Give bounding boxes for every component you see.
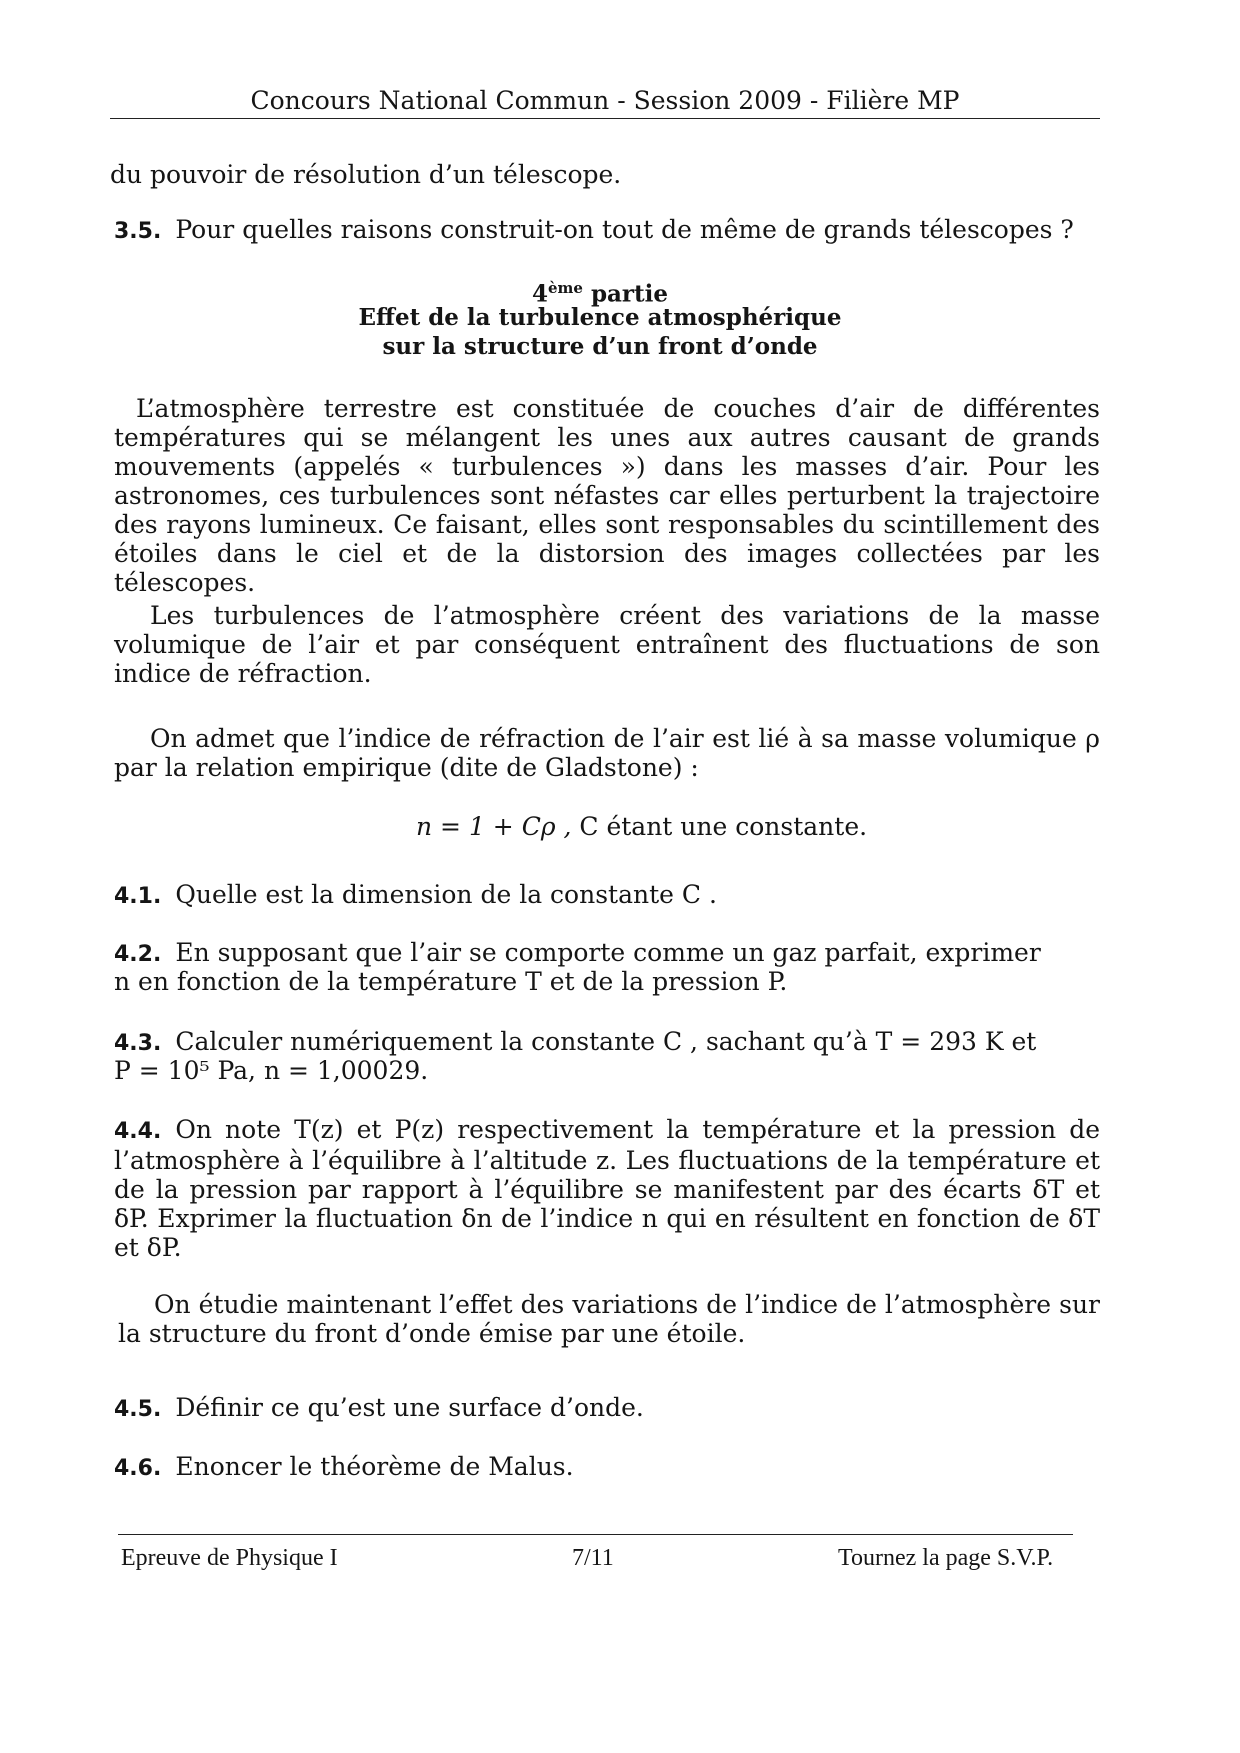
question-number: 4.1.	[114, 884, 162, 909]
question-number: 3.5.	[114, 219, 162, 244]
paragraph-2: Les turbulences de l’atmosphère créent des variations de la masse volumique de l’air et par conséquent entraînent des fluctuations de son indice de réfraction.	[114, 601, 1100, 688]
part-title-line2: sur la structure d’un front d’onde	[382, 333, 818, 360]
question-4-3-line2: P = 10⁵ Pa, n = 1,00029.	[114, 1056, 429, 1085]
question-number: 4.4.	[114, 1119, 162, 1144]
paragraph-4: On étudie maintenant l’effet des variations de l’indice de l’atmosphère sur la structure du front d’onde émise par une étoile.	[118, 1290, 1100, 1348]
footer-page-number: 7/11	[572, 1545, 614, 1571]
continuation-text: du pouvoir de résolution d’un télescope.	[110, 160, 622, 189]
question-text: Définir ce qu’est une surface d’onde.	[175, 1393, 644, 1422]
question-number: 4.5.	[114, 1397, 162, 1422]
question-text: En supposant que l’air se comporte comme un gaz parfait, exprimer	[175, 938, 1041, 967]
question-text: Pour quelles raisons construit-on tout de même de grands télescopes ?	[175, 215, 1074, 244]
question-number: 4.3.	[114, 1031, 162, 1056]
footer-left: Epreuve de Physique I	[121, 1545, 338, 1571]
part-word: partie	[590, 280, 669, 308]
question-text: Quelle est la dimension de la constante C .	[175, 880, 717, 909]
part-title-line1: Effet de la turbulence atmosphérique	[358, 304, 842, 331]
footer-divider	[118, 1534, 1073, 1535]
question-4-2-line2: n en fonction de la température T et de la pression P.	[114, 967, 788, 996]
question-4-3	[114, 1027, 1036, 1058]
page-header: Concours National Commun - Session 2009 - Filière MP	[110, 84, 1100, 119]
part-number: 4	[531, 280, 548, 308]
question-text: Enoncer le théorème de Malus.	[175, 1452, 574, 1481]
question-4-1	[114, 880, 717, 911]
gladstone-equation	[416, 812, 867, 841]
question-4-6	[114, 1452, 574, 1483]
question-4-2	[114, 938, 1041, 969]
question-text: On note T(z) et P(z) respectivement la température et la pression de l’atmosphère à l’équilibre à l’altitude z. Les fluctuations de la température et de la pression par rapport à l’équilibre se manifestent par des écarts δT et δP. Exprimer la fluctuation δn de l’indice n qui en résultent en fonction de δT et δP.	[114, 1115, 1100, 1262]
part-ordinal: ème	[547, 279, 583, 297]
equation-tail: C étant une constante.	[579, 812, 868, 841]
question-4-5	[114, 1393, 644, 1424]
question-text: Calculer numériquement la constante C , sachant qu’à T = 293 K et	[175, 1027, 1037, 1056]
equation-formula: n = 1 + Cρ ,	[416, 812, 572, 841]
question-4-4	[114, 1115, 1100, 1262]
question-number: 4.6.	[114, 1456, 162, 1481]
question-number: 4.2.	[114, 942, 162, 967]
paragraph-1: L’atmosphère terrestre est constituée de couches d’air de différentes températures qui se mélangent les unes aux autres causant de grands mouvements (appelés « turbulences ») dans les masses d’air. Pour les astronomes, ces turbulences sont néfastes car elles perturbent la trajectoire des rayons lumineux. Ce faisant, elles sont responsables du scintillement des étoiles dans le ciel et de la distorsion des images collectées par les télescopes.	[114, 394, 1100, 597]
footer-right: Tournez la page S.V.P.	[838, 1545, 1054, 1571]
question-3-5	[114, 215, 1074, 246]
paragraph-3: On admet que l’indice de réfraction de l’air est lié à sa masse volumique ρ par la relation empirique (dite de Gladstone) :	[114, 724, 1100, 782]
